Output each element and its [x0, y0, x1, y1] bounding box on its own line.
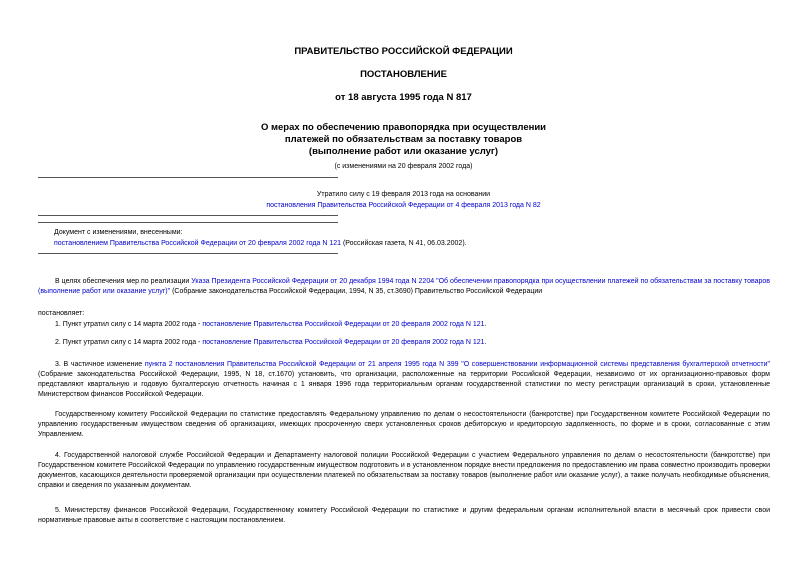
- doc-title-line-1: О мерах по обеспечению правопорядка при осуществлении: [260, 122, 547, 133]
- item-1-suffix: .: [484, 321, 487, 328]
- item-1-repeal-link[interactable]: постановление Правительства Российской Федерации от 20 февраля 2002 года N 121: [202, 321, 485, 328]
- amending-decree-link[interactable]: постановлением Правительства Российской Федерации от 20 февраля 2002 года N 121: [54, 240, 341, 247]
- changes-line: [54, 239, 770, 249]
- item-1-prefix: 1. Пункт утратил силу с 14 марта 2002 года -: [55, 321, 203, 328]
- item-2-prefix: 2. Пункт утратил силу с 14 марта 2002 года -: [55, 339, 203, 346]
- amendments-note: (с изменениями на 20 февраля 2002 года): [334, 163, 473, 170]
- status-text: Утратило силу с 19 февраля 2013 года на основании: [316, 191, 491, 198]
- paragraph-item-3: [38, 360, 770, 400]
- item-3-suffix: (Собрание законодательства Российской Федерации, 1995, N 18, ст.1670) установить, что организации, расположенные на территории Российской Федерации, независимо от их организационно-правовых форм представляют квартальную и годовую бухгалтерскую отчетность начиная с 1 января 1996 года территориальным органам государственной статистики по месту регистрации организаций в сроки, установленные Министерством финансов Российской Федерации.: [38, 371, 770, 398]
- doc-title-line-3: (выполнение работ или оказание услуг): [308, 146, 499, 157]
- paragraph-item-1: [38, 320, 770, 330]
- item-3-prefix: 3. В частичное изменение: [55, 361, 145, 368]
- decree-399-link[interactable]: пункта 2 постановления Правительства Российской Федерации от 21 апреля 1995 года N 399 "О совершенствовании информационной системы представления бухгалтерской отчетности": [144, 361, 770, 368]
- paragraph-item-5: 5. Министерству финансов Российской Федерации, Государственному комитету Российской Федерации по статистике и другим федеральным органам исполнительной власти в месячный срок привести свои нормативные правовые акты в соответствие с настоящим постановлением.: [38, 507, 770, 524]
- divider-1: [38, 177, 338, 178]
- government-heading: ПРАВИТЕЛЬСТВО РОССИЙСКОЙ ФЕДЕРАЦИИ: [294, 46, 513, 57]
- doc-title-line-2: платежей по обязательствам за поставку товаров: [284, 134, 523, 145]
- paragraph-item-4: 4. Государственной налоговой службе Российской Федерации и Департаменту налоговой полиции Российской Федерации с участием Федерального управления по делам о несостоятельности (банкротстве) при Государственном комитете Российской Федерации по управлению государственным имуществом подготовить и в установленном порядке внести предложения по предоставлению им права совместно производить проверки документов, касающихся деятельности проверяемой организации при осуществлении платежей по обязательствам за поставку товаров (выполнение работ или оказание услуг), а также получать необходимые объяснения, справки и сведения по указанным документам.: [38, 452, 770, 489]
- divider-2: [38, 215, 338, 216]
- resolves-label: постановляет:: [38, 310, 85, 317]
- changes-source: (Российская газета, N 41, 06.03.2002).: [341, 240, 467, 247]
- presidential-decree-link[interactable]: Указа Президента Российской Федерации от 20 декабря 1994 года N 2204 "Об обеспечении правопорядка при осуществлении платежей по обязательствам за поставку товаров (выполнение работ или оказание услуг)": [38, 278, 771, 295]
- divider-3: [38, 222, 338, 223]
- paragraph-item-3-cont: Государственному комитету Российской Федерации по статистике предоставлять Федеральному управлению по делам о несостоятельности (банкротстве) при Государственном комитете Российской Федерации по управлению государственным имуществом сведения об организациях, имеющих просроченную сверх установленных сроков дебиторскую и кредиторскую задолженность, по форме и в сроки, согласованные с этим Управлением.: [38, 411, 770, 438]
- changes-intro: Документ с изменениями, внесенными:: [54, 229, 183, 236]
- divider-4: [38, 253, 338, 254]
- preamble-suffix: (Собрание законодательства Российской Федерации, 1994, N 35, ст.3690) Правительство Российской Федерации: [170, 288, 543, 295]
- doc-type-heading: ПОСТАНОВЛЕНИЕ: [360, 69, 447, 80]
- status-link-line: [30, 201, 777, 211]
- item-2-suffix: .: [484, 339, 487, 346]
- item-2-repeal-link[interactable]: постановление Правительства Российской Федерации от 20 февраля 2002 года N 121: [202, 339, 485, 346]
- paragraph-preamble: [38, 277, 770, 297]
- paragraph-item-2: [38, 338, 770, 348]
- preamble-prefix: В целях обеспечения мер по реализации: [55, 278, 192, 285]
- repeal-decree-link[interactable]: постановления Правительства Российской Федерации от 4 февраля 2013 года N 82: [266, 202, 541, 209]
- date-number-heading: от 18 августа 1995 года N 817: [335, 92, 472, 103]
